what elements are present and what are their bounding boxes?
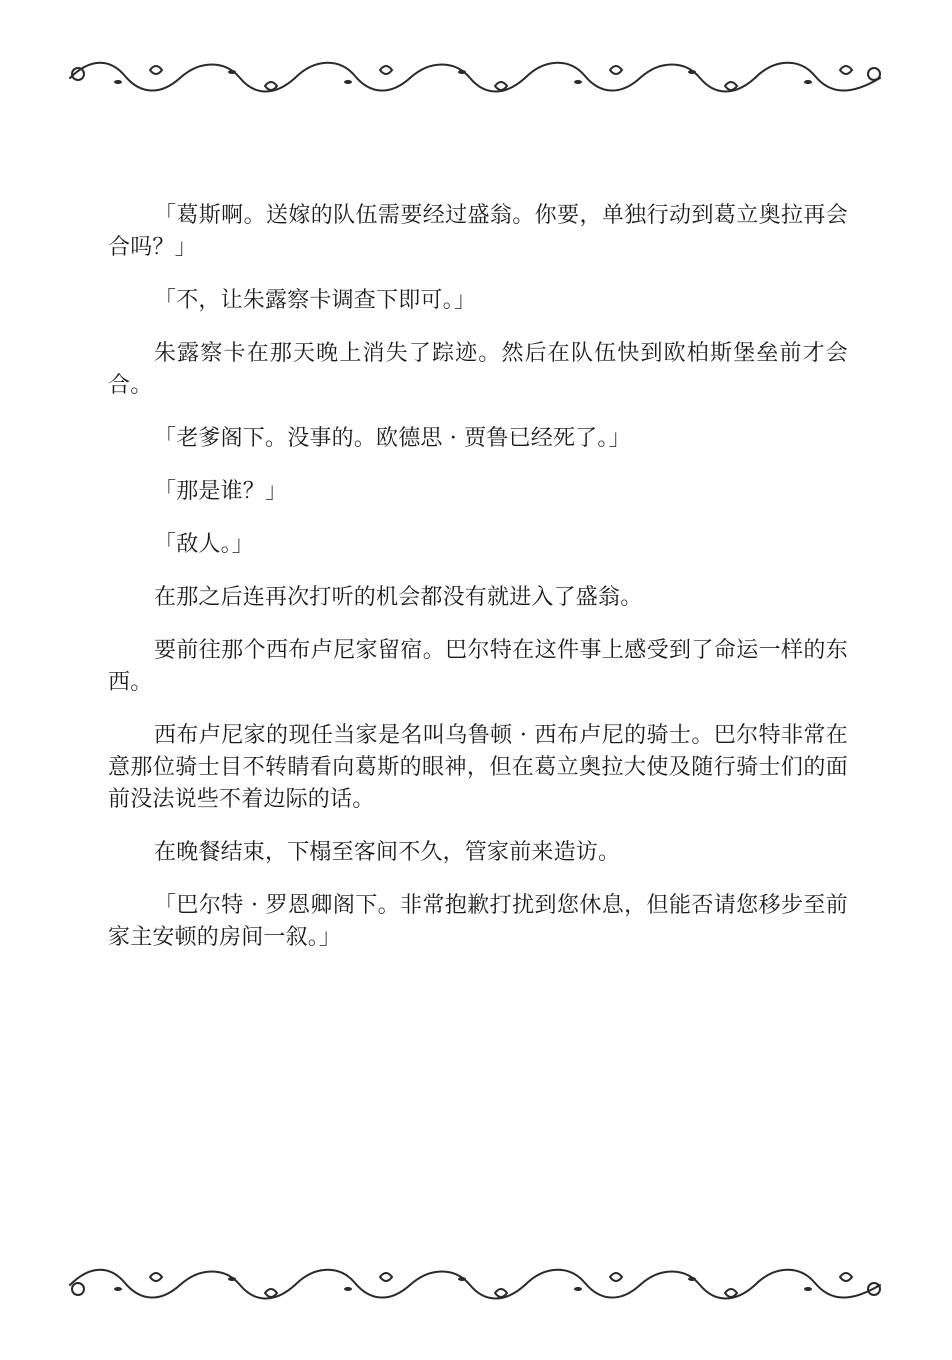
paragraph-2: 「不，让朱露察卡调查下即可。」 xyxy=(154,288,477,313)
paragraph-4: 「老爹阁下。没事的。欧德思 · 贾鲁已经死了。」 xyxy=(154,426,631,451)
paragraph-10: 在晚餐结束，下榻至客间不久，管家前来造访。 xyxy=(154,840,621,865)
paragraph-6: 「敌人。」 xyxy=(154,532,255,557)
bottom-ornament-border xyxy=(0,1255,952,1315)
paragraph-7: 在那之后连再次打听的机会都没有就进入了盛翁。 xyxy=(154,585,643,610)
paragraph-5: 「那是谁？」 xyxy=(154,479,288,504)
paragraph-8: 要前往那个西布卢尼家留宿。巴尔特在这件事上感受到了命运一样的东西。 xyxy=(108,638,848,695)
paragraph-9: 西布卢尼家的现任当家是名叫乌鲁顿 · 西布卢尼的骑士。巴尔特非常在意那位骑士目不转睛看向葛斯的眼神，但在葛立奥拉大使及随行骑士们的面前没法说些不着边际的话。 xyxy=(108,723,848,812)
paragraph-11: 「巴尔特 · 罗恩卿阁下。非常抱歉打扰到您休息，但能否请您移步至前家主安顿的房间一叙。」 xyxy=(108,893,848,950)
page-body xyxy=(108,200,848,975)
vine-scroll-border-icon xyxy=(0,48,952,108)
paragraph-1: 「葛斯啊。送嫁的队伍需要经过盛翁。你要，单独行动到葛立奥拉再会合吗？」 xyxy=(108,203,848,260)
vine-scroll-border-icon xyxy=(0,1255,952,1315)
top-ornament-border xyxy=(0,48,952,108)
paragraph-3: 朱露察卡在那天晚上消失了踪迹。然后在队伍快到欧柏斯堡垒前才会合。 xyxy=(108,341,848,398)
